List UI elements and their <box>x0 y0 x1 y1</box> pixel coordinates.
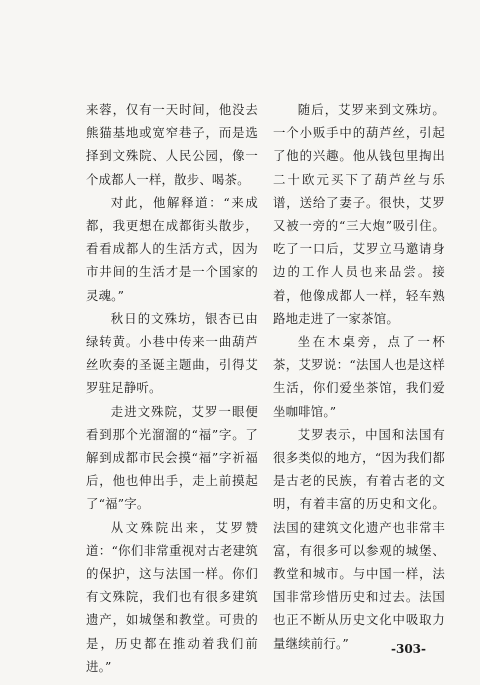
page-number: -303- <box>390 642 426 656</box>
left-column <box>86 98 258 678</box>
paragraph: 秋日的文殊坊，银杏已由绿转黄。小巷中传来一曲葫芦丝吹奏的圣诞主题曲，引得艾罗驻足静听。 <box>86 310 258 396</box>
paragraph: 随后，艾罗来到文殊坊。一个小贩手中的葫芦丝，引起了他的兴趣。他从钱包里掏出二十欧元买下了葫芦丝与乐谱，送给了妻子。很快，艾罗又被一旁的“三大炮”吸引住。吃了一口后，艾罗立马邀请身边的工作人员也来品尝。接着，他像成都人一样，轻车熟路地走进了一家茶馆。 <box>273 102 445 326</box>
paragraph: 来蓉，仅有一天时间，他没去熊猫基地或宽窄巷子，而是选择到文殊院、人民公园，像一个成都人一样，散步、喝茶。 <box>86 102 258 187</box>
paragraph: 坐在木桌旁，点了一杯茶，艾罗说：“法国人也是这样生活，你们爱坐茶馆，我们爱坐咖啡馆。” <box>273 334 445 419</box>
right-column <box>273 98 445 655</box>
paragraph: 对此，他解释道：“来成都，我更想在成都街头散步，看看成都人的生活方式，因为市井间的生活才是一个国家的灵魂。” <box>86 194 258 303</box>
paragraph: 艾罗表示，中国和法国有很多类似的地方，“因为我们都是古老的民族，有着古老的文明，有着丰富的历史和文化。法国的建筑文化遗产也非常丰富，有很多可以参观的城堡、教堂和城市。与中国一样，法国非常珍惜历史和过去。法国也正不断从历史文化中吸取力量继续前行。” <box>273 426 445 651</box>
paragraph: 走进文殊院，艾罗一眼便看到那个光溜溜的“福”字。了解到成都市民会摸“福”字祈福后，他也伸出手，走上前摸起了“福”字。 <box>86 403 258 512</box>
paragraph: 从文殊院出来，艾罗赞道：“你们非常重视对古老建筑的保护，这与法国一样。你们有文殊院，我们也有很多建筑遗产，如城堡和教堂。可贵的是，历史都在推动着我们前进。” <box>86 519 258 674</box>
